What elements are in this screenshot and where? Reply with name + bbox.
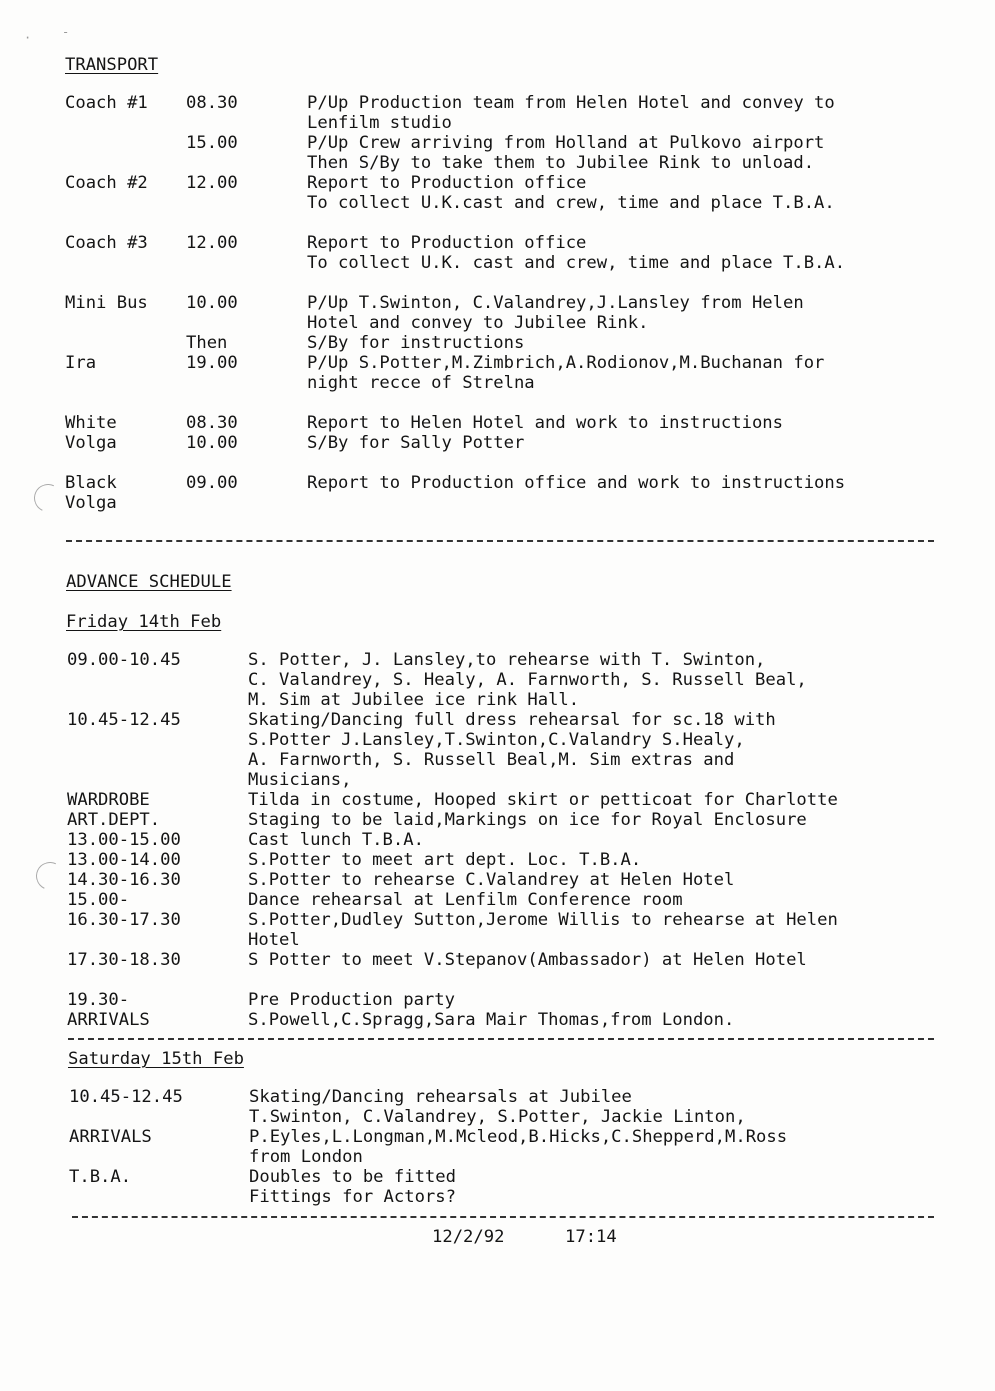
time-label: ARRIVALS xyxy=(69,1127,152,1147)
instruction-text: S/By for instructions xyxy=(307,333,525,353)
schedule-text: C. Valandrey, S. Healy, A. Farnworth, S. Russell Beal, xyxy=(248,670,807,690)
time-label: T.B.A. xyxy=(69,1167,132,1187)
schedule-row xyxy=(0,473,995,493)
schedule-text: S Potter to meet V.Stepanov(Ambassador) at Helen Hotel xyxy=(248,950,807,970)
schedule-row xyxy=(0,910,995,930)
schedule-text: Pre Production party xyxy=(248,990,455,1010)
schedule-row xyxy=(0,790,995,810)
vehicle-label: Volga xyxy=(65,433,117,453)
schedule-row xyxy=(0,690,995,710)
instruction-text: P/Up Production team from Helen Hotel and convey to xyxy=(307,93,835,113)
schedule-row xyxy=(0,393,995,413)
instruction-text: To collect U.K. cast and crew, time and place T.B.A. xyxy=(307,253,846,273)
footer-date: 12/2/92 xyxy=(432,1227,505,1247)
instruction-text: To collect U.K.cast and crew, time and place T.B.A. xyxy=(307,193,835,213)
schedule-row xyxy=(0,1147,995,1167)
vehicle-label: Mini Bus xyxy=(65,293,148,313)
section-divider xyxy=(68,1038,934,1040)
schedule-row xyxy=(0,870,995,890)
schedule-row xyxy=(0,153,995,173)
schedule-row xyxy=(0,1087,995,1107)
schedule-text: S.Potter J.Lansley,T.Swinton,C.Valandry S.Healy, xyxy=(248,730,745,750)
instruction-text: Hotel and convey to Jubilee Rink. xyxy=(307,313,649,333)
paper-speck: · xyxy=(24,31,32,45)
paper-speck: - xyxy=(62,25,70,39)
instruction-text: night recce of Strelna xyxy=(307,373,535,393)
time-label: 10.45-12.45 xyxy=(69,1087,183,1107)
time-label: 12.00 xyxy=(186,173,238,193)
schedule-row xyxy=(0,670,995,690)
instruction-text: P/Up Crew arriving from Holland at Pulkovo airport xyxy=(307,133,825,153)
schedule-row xyxy=(0,273,995,293)
time-label: ART.DEPT. xyxy=(67,810,161,830)
schedule-row xyxy=(0,1167,995,1187)
schedule-text: P.Eyles,L.Longman,M.Mcleod,B.Hicks,C.Shepperd,M.Ross xyxy=(249,1127,788,1147)
time-label: 12.00 xyxy=(186,233,238,253)
schedule-row xyxy=(0,493,995,513)
vehicle-label: Volga xyxy=(65,493,117,513)
vehicle-label: Ira xyxy=(65,353,97,373)
schedule-row xyxy=(0,213,995,233)
schedule-row xyxy=(0,1187,995,1207)
vehicle-label: Coach #2 xyxy=(65,173,148,193)
schedule-row xyxy=(0,750,995,770)
schedule-text: Dance rehearsal at Lenfilm Conference room xyxy=(248,890,683,910)
friday-heading: Friday 14th Feb xyxy=(66,612,222,632)
schedule-row xyxy=(0,133,995,153)
schedule-row xyxy=(0,990,995,1010)
advance-schedule-heading: ADVANCE SCHEDULE xyxy=(66,572,232,592)
time-label: 09.00-10.45 xyxy=(67,650,181,670)
schedule-row xyxy=(0,373,995,393)
instruction-text: P/Up S.Potter,M.Zimbrich,A.Rodionov,M.Buchanan for xyxy=(307,353,825,373)
schedule-text: M. Sim at Jubilee ice rink Hall. xyxy=(248,690,580,710)
schedule-text: Skating/Dancing full dress rehearsal for sc.18 with xyxy=(248,710,776,730)
schedule-row xyxy=(0,950,995,970)
instruction-text: Report to Production office xyxy=(307,233,587,253)
schedule-row xyxy=(0,710,995,730)
time-label: ARRIVALS xyxy=(67,1010,150,1030)
schedule-text: Musicians, xyxy=(248,770,352,790)
schedule-row xyxy=(0,770,995,790)
section-divider xyxy=(66,540,934,542)
schedule-row xyxy=(0,173,995,193)
schedule-row xyxy=(0,930,995,950)
time-label: 15.00- xyxy=(67,890,130,910)
instruction-text: Then S/By to take them to Jubilee Rink to unload. xyxy=(307,153,815,173)
schedule-row xyxy=(0,253,995,273)
schedule-text: Fittings for Actors? xyxy=(249,1187,456,1207)
instruction-text: Report to Helen Hotel and work to instructions xyxy=(307,413,783,433)
time-label: 19.00 xyxy=(186,353,238,373)
schedule-row xyxy=(0,93,995,113)
schedule-row xyxy=(0,453,995,473)
schedule-text: Staging to be laid,Markings on ice for Royal Enclosure xyxy=(248,810,807,830)
schedule-row xyxy=(0,850,995,870)
schedule-row xyxy=(0,353,995,373)
time-label: 10.45-12.45 xyxy=(67,710,181,730)
schedule-row xyxy=(0,890,995,910)
saturday-heading: Saturday 15th Feb xyxy=(68,1049,244,1069)
schedule-row xyxy=(0,970,995,990)
schedule-text: Doubles to be fitted xyxy=(249,1167,456,1187)
time-label: 13.00-14.00 xyxy=(67,850,181,870)
schedule-row xyxy=(0,413,995,433)
schedule-text: Hotel xyxy=(248,930,300,950)
time-label: 08.30 xyxy=(186,413,238,433)
schedule-row xyxy=(0,730,995,750)
schedule-text: S. Potter, J. Lansley,to rehearse with T. Swinton, xyxy=(248,650,766,670)
time-label: 09.00 xyxy=(186,473,238,493)
schedule-text: S.Potter to rehearse C.Valandrey at Helen Hotel xyxy=(248,870,735,890)
time-label: 16.30-17.30 xyxy=(67,910,181,930)
schedule-row xyxy=(0,333,995,353)
time-label: 14.30-16.30 xyxy=(67,870,181,890)
schedule-row xyxy=(0,433,995,453)
time-label: 08.30 xyxy=(186,93,238,113)
vehicle-label: Coach #3 xyxy=(65,233,148,253)
schedule-row xyxy=(0,293,995,313)
schedule-text: A. Farnworth, S. Russell Beal,M. Sim extras and xyxy=(248,750,735,770)
vehicle-label: White xyxy=(65,413,117,433)
schedule-text: T.Swinton, C.Valandrey, S.Potter, Jackie Linton, xyxy=(249,1107,746,1127)
section-divider xyxy=(72,1216,934,1218)
instruction-text: P/Up T.Swinton, C.Valandrey,J.Lansley from Helen xyxy=(307,293,804,313)
instruction-text: Lenfilm studio xyxy=(307,113,452,133)
time-label: 15.00 xyxy=(186,133,238,153)
vehicle-label: Coach #1 xyxy=(65,93,148,113)
schedule-row xyxy=(0,233,995,253)
schedule-row xyxy=(0,810,995,830)
instruction-text: Report to Production office and work to instructions xyxy=(307,473,846,493)
schedule-text: Skating/Dancing rehearsals at Jubilee xyxy=(249,1087,632,1107)
time-label: WARDROBE xyxy=(67,790,150,810)
instruction-text: Report to Production office xyxy=(307,173,587,193)
schedule-row xyxy=(0,650,995,670)
schedule-row xyxy=(0,113,995,133)
schedule-text: from London xyxy=(249,1147,363,1167)
schedule-text: Cast lunch T.B.A. xyxy=(248,830,424,850)
schedule-text: S.Powell,C.Spragg,Sara Mair Thomas,from London. xyxy=(248,1010,735,1030)
schedule-row xyxy=(0,1107,995,1127)
schedule-text: S.Potter to meet art dept. Loc. T.B.A. xyxy=(248,850,642,870)
schedule-text: S.Potter,Dudley Sutton,Jerome Willis to rehearse at Helen xyxy=(248,910,838,930)
schedule-row xyxy=(0,1010,995,1030)
time-label: Then xyxy=(186,333,228,353)
time-label: 10.00 xyxy=(186,433,238,453)
schedule-row xyxy=(0,313,995,333)
footer-time: 17:14 xyxy=(565,1227,617,1247)
schedule-row xyxy=(0,830,995,850)
time-label: 19.30- xyxy=(67,990,130,1010)
schedule-row xyxy=(0,1127,995,1147)
vehicle-label: Black xyxy=(65,473,117,493)
transport-heading: TRANSPORT xyxy=(65,55,159,75)
time-label: 13.00-15.00 xyxy=(67,830,181,850)
schedule-text: Tilda in costume, Hooped skirt or petticoat for Charlotte xyxy=(248,790,838,810)
time-label: 10.00 xyxy=(186,293,238,313)
schedule-row xyxy=(0,193,995,213)
time-label: 17.30-18.30 xyxy=(67,950,181,970)
instruction-text: S/By for Sally Potter xyxy=(307,433,525,453)
